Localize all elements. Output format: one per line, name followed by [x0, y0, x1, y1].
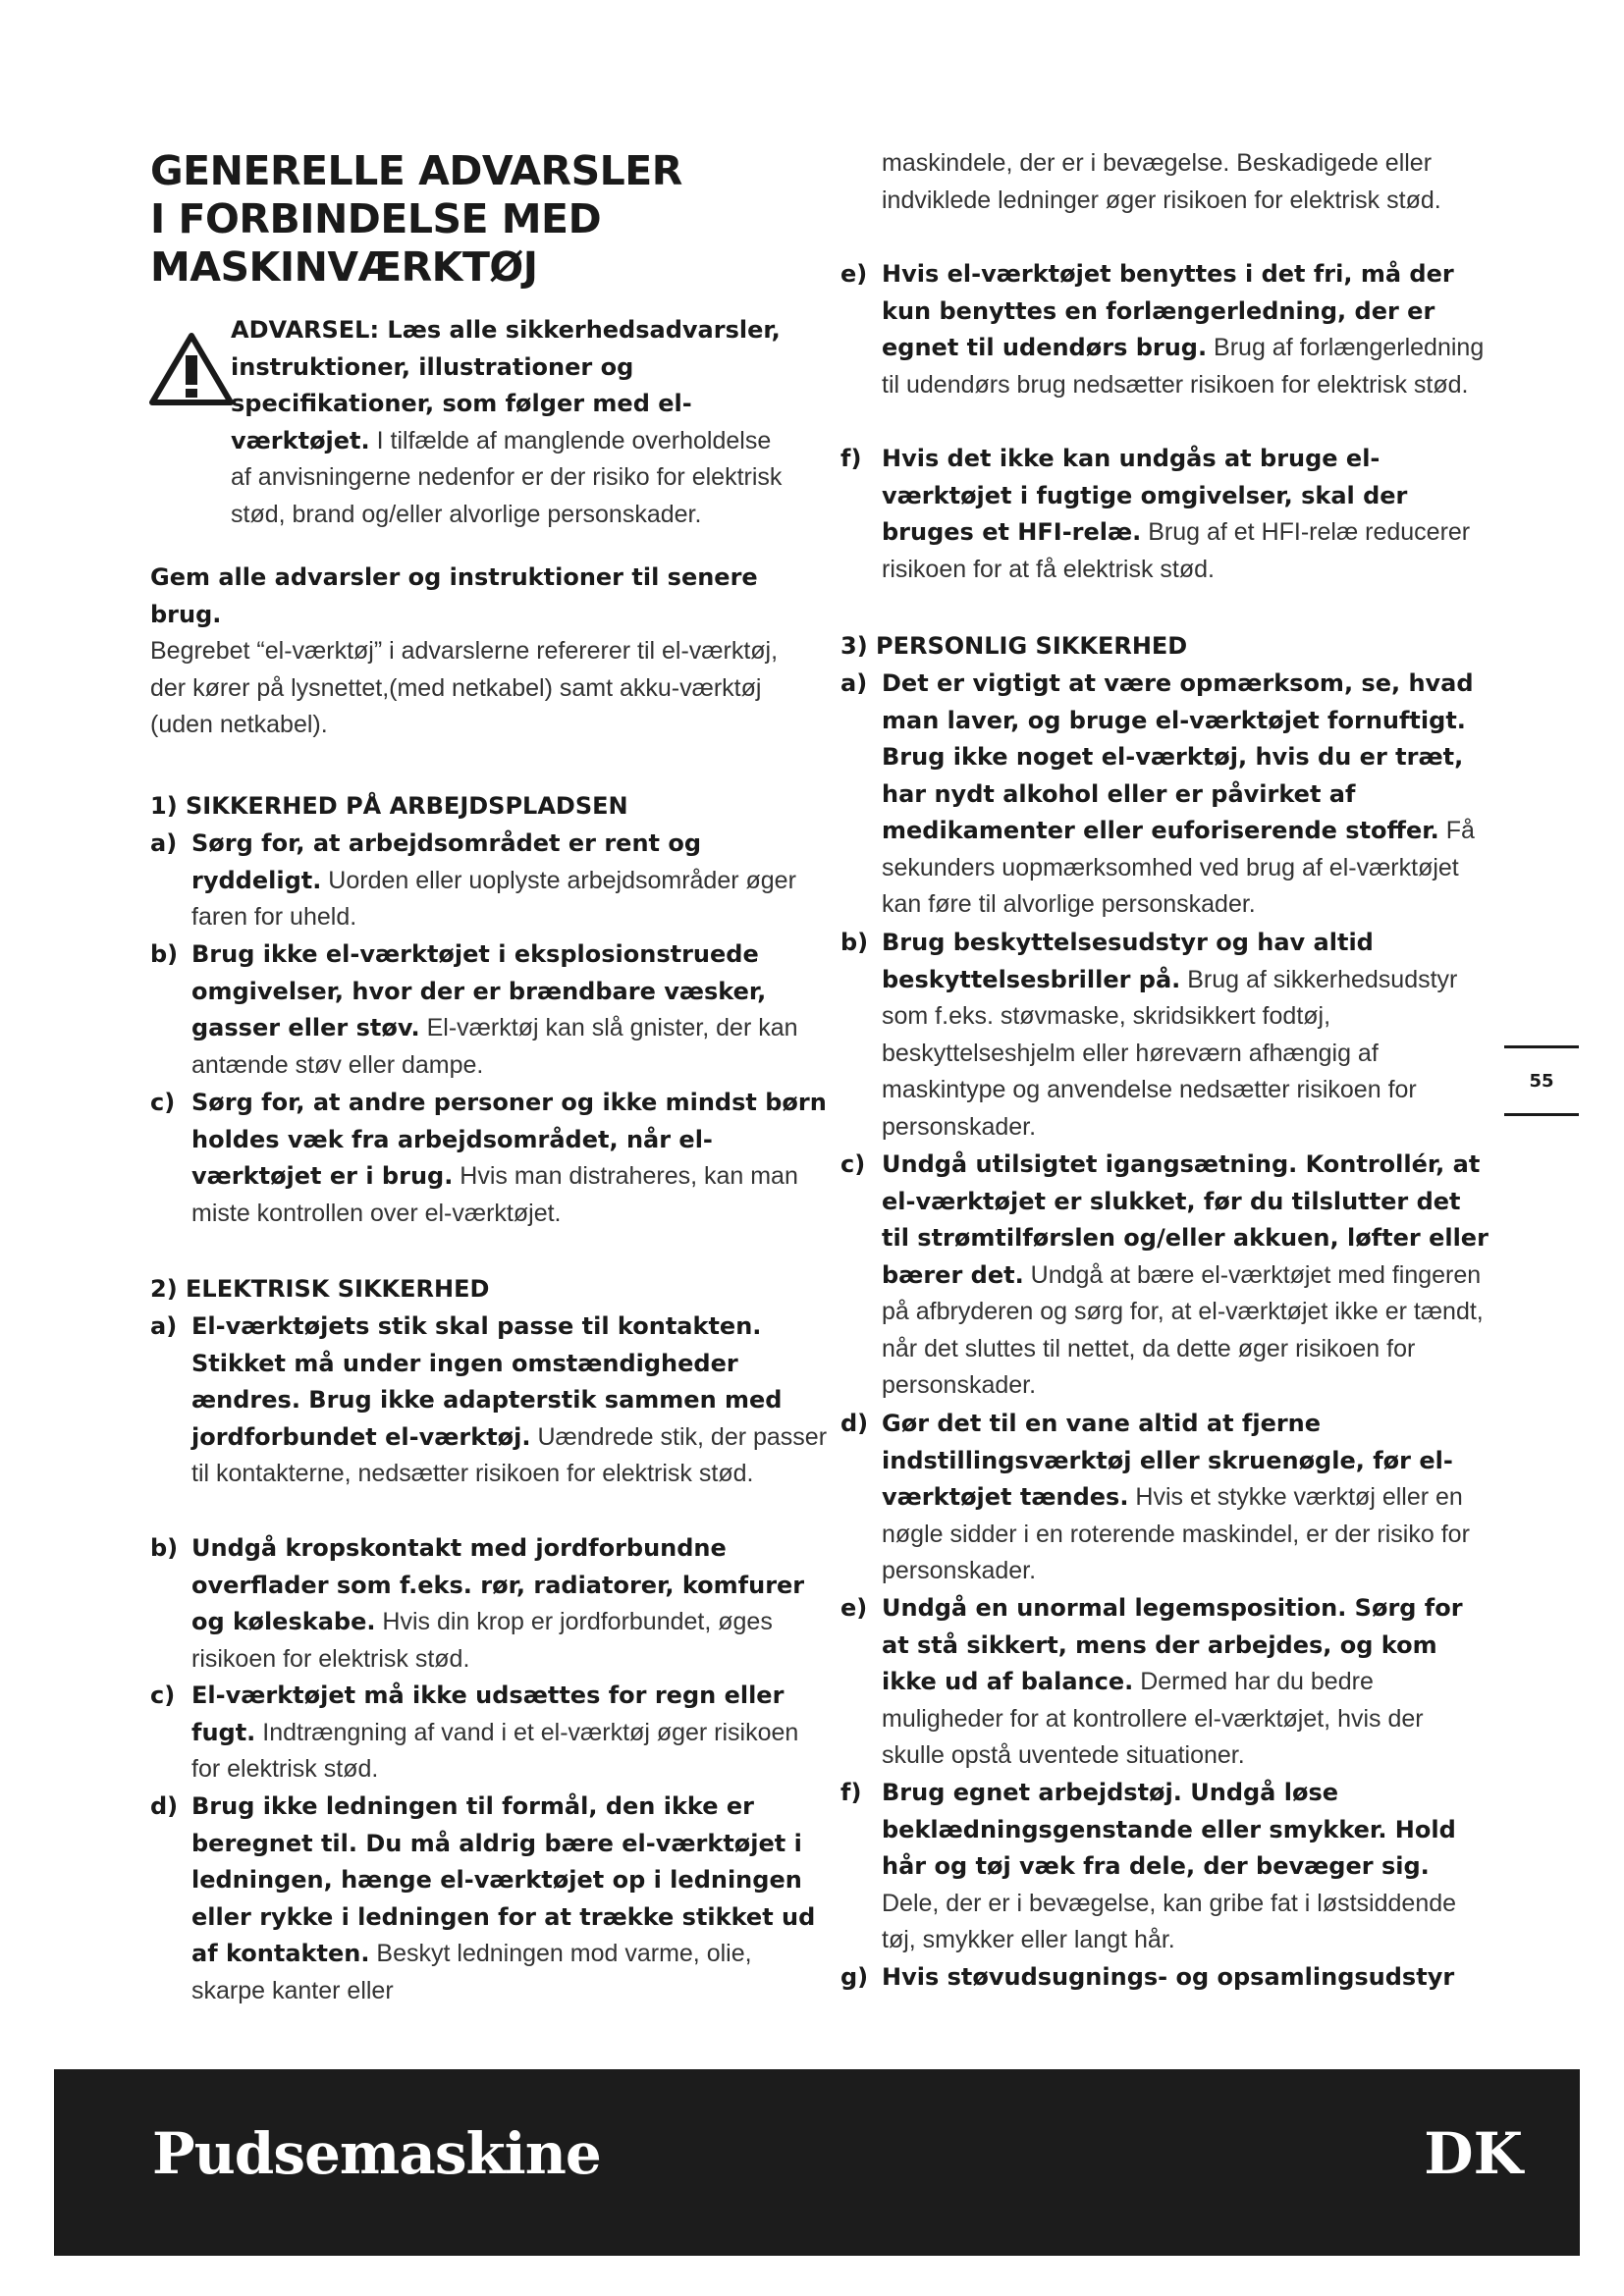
- warning-lead: ADVARSEL: Læs alle sikkerhedsadvarsler, instruktioner, illustrationer og specifikationer, som følger med el-værktøjet.: [231, 316, 781, 454]
- item-letter: b): [150, 940, 179, 968]
- footer-title: Pudsemaskine: [152, 2120, 601, 2187]
- continuation-body: maskindele, der er i bevægelse. Beskadigede eller indviklede ledninger øger risikoen for elektrisk stød.: [882, 149, 1441, 214]
- item-bold: Hvis el-værktøjet benyttes i det fri, må der kun benyttes en forlængerledning, der er egnet til udendørs brug.: [882, 260, 1454, 361]
- page-number: 55: [1504, 1045, 1579, 1116]
- item-letter: b): [840, 929, 869, 956]
- item-letter: c): [150, 1089, 176, 1116]
- item-text: Indtrængning af vand i et el-værktøj øger risikoen for elektrisk stød.: [191, 1718, 799, 1783]
- item-text: Undgå at bære el-værktøjet med fingeren på afbryderen og sørg for, at el-værktøjet ikke er tændt, når det sluttes til nettet, da dette øger risikoen for personskader.: [882, 1260, 1484, 1399]
- save-instructions: [150, 560, 798, 744]
- section-2-item-b: [150, 1530, 828, 1678]
- warning-block: [150, 312, 798, 533]
- section-2-item-a: [150, 1308, 828, 1493]
- item-bold: Hvis det ikke kan undgås at bruge el-værktøjet i fugtige omgivelser, skal der bruges et HFI-relæ.: [882, 445, 1408, 546]
- item-bold: El-værktøjets stik skal passe til kontakten. Stikket må under ingen omstændigheder ændres. Brug ikke adapterstik sammen med jordforbundet el-værktøj.: [191, 1312, 783, 1451]
- item-text: Brug af et HFI-relæ reducerer risikoen for at få elektrisk stød.: [882, 518, 1471, 583]
- item-text: Få sekunders uopmærksomhed ved brug af el-værktøjet kan føre til alvorlige personskader.: [882, 817, 1475, 918]
- section-3-heading: 3) PERSONLIG SIKKERHED: [840, 632, 1188, 660]
- section-2-heading: 2) ELEKTRISK SIKKERHED: [150, 1275, 490, 1303]
- item-bold: Undgå kropskontakt med jordforbundne overflader som f.eks. rør, radiatorer, komfurer og køleskabe.: [191, 1534, 805, 1635]
- item-bold: Brug ikke el-værktøjet i eksplosionstruede omgivelser, hvor der er brændbare væsker, gasser eller støv.: [191, 940, 767, 1041]
- item-letter: g): [840, 1963, 869, 1991]
- item-text: Hvis et stykke værktøj eller en nøgle sidder i en roterende maskindel, er der risiko for personskader.: [882, 1483, 1470, 1584]
- item-text: Brug af forlængerledning til udendørs brug nedsætter risikoen for elektrisk stød.: [882, 334, 1485, 399]
- section-1-item-c: [150, 1085, 828, 1232]
- item-text: Brug af sikkerhedsudstyr som f.eks. støvmaske, skridsikkert fodtøj, beskyttelseshjelm eller høreværn afhængig af maskintype og anvendelse nedsætter risikoen for personskader.: [882, 965, 1458, 1141]
- continuation-text: [882, 145, 1490, 219]
- section-3-item-c: [840, 1147, 1489, 1405]
- item-letter: a): [150, 829, 178, 857]
- item-bold: Sørg for, at andre personer og ikke mindst børn holdes væk fra arbejdsområdet, når el-værktøjet er i brug.: [191, 1089, 827, 1190]
- item-letter: b): [150, 1534, 179, 1562]
- item-letter: a): [150, 1312, 178, 1340]
- section-1-item-b: [150, 936, 828, 1084]
- footer-language-code: DK: [1424, 2120, 1523, 2187]
- item-text: Uorden eller uoplyste arbejdsområder øger faren for uheld.: [191, 866, 796, 931]
- item-bold: Gør det til en vane altid at fjerne indstillingsværktøj eller skruenøgle, før el-værktøjet tændes.: [882, 1410, 1453, 1511]
- section-3-item-f: [840, 1775, 1489, 1959]
- section-3-item-a: [840, 666, 1489, 924]
- item-text: Dele, der er i bevægelse, kan gribe fat i løstsiddende tøj, smykker eller langt hår.: [882, 1889, 1457, 1953]
- item-text: Beskyt ledningen mod varme, olie, skarpe kanter eller: [191, 1940, 752, 2004]
- section-2-item-e: [840, 256, 1489, 403]
- section-3-item-g: [840, 1959, 1489, 1997]
- save-instructions-text: Begrebet “el-værktøj” i advarslerne refererer til el-værktøj, der kører på lysnettet,(med netkabel) samt akku-værktøj (uden netkabel).: [150, 637, 779, 738]
- item-bold: Det er vigtigt at være opmærksom, se, hvad man laver, og bruge el-værktøjet fornuftigt. Brug ikke noget el-værktøj, hvis du er træt, har nydt alkohol eller er påvirket af medikamenter eller euforiserende stoffer.: [882, 669, 1474, 844]
- item-text: El-værktøj kan slå gnister, der kan antænde støv eller dampe.: [191, 1014, 798, 1079]
- section-1-item-a: [150, 826, 828, 936]
- item-letter: d): [840, 1410, 869, 1437]
- warning-text: I tilfælde af manglende overholdelse af anvisningerne nedenfor er der risiko for elektrisk stød, brand og/eller alvorlige personskader.: [231, 426, 783, 528]
- item-bold: Brug ikke ledningen til formål, den ikke er beregnet til. Du må aldrig bære el-værktøjet i ledningen, hænge el-værktøjet op i ledningen eller rykke i ledningen for at trække stikket ud af kontakten.: [191, 1792, 816, 1967]
- item-text: Uændrede stik, der passer til kontakterne, nedsætter risikoen for elektrisk stød.: [191, 1422, 828, 1487]
- item-bold: Undgå en unormal legemsposition. Sørg for at stå sikkert, mens der arbejdes, og kom ikke ud af balance.: [882, 1594, 1463, 1695]
- item-letter: e): [840, 260, 868, 288]
- item-bold: Brug egnet arbejdstøj. Undgå løse beklædningsgenstande eller smykker. Hold hår og tøj væk fra dele, der bevæger sig.: [882, 1779, 1456, 1880]
- item-text: Hvis din krop er jordforbundet, øges risikoen for elektrisk stød.: [191, 1608, 773, 1673]
- section-2-item-f: [840, 441, 1489, 588]
- item-letter: c): [840, 1150, 866, 1178]
- section-1-heading: 1) SIKKERHED PÅ ARBEJDSPLADSEN: [150, 792, 628, 820]
- item-bold: El-værktøjet må ikke udsættes for regn eller fugt.: [191, 1682, 785, 1746]
- item-letter: c): [150, 1682, 176, 1709]
- item-bold: Undgå utilsigtet igangsætning. Kontrollér, at el-værktøjet er slukket, før du tilslutter det til strømtilførslen og/eller akkuen, løfter eller bærer det.: [882, 1150, 1489, 1289]
- item-letter: d): [150, 1792, 179, 1820]
- item-text: Hvis man distraheres, kan man miste kontrollen over el-værktøjet.: [191, 1162, 798, 1227]
- item-text: Dermed har du bedre muligheder for at kontrollere el-værktøjet, hvis der skulle opstå uventede situationer.: [882, 1668, 1424, 1769]
- section-2-item-c: [150, 1678, 828, 1789]
- item-bold: Sørg for, at arbejdsområdet er rent og ryddeligt.: [191, 829, 702, 894]
- item-letter: f): [840, 1779, 862, 1806]
- footer-band: [54, 2069, 1580, 2256]
- section-3-item-d: [840, 1406, 1489, 1590]
- section-2-item-d: [150, 1789, 828, 2009]
- item-letter: f): [840, 445, 862, 472]
- item-letter: e): [840, 1594, 868, 1622]
- section-3-item-b: [840, 925, 1489, 1146]
- warning-triangle-icon: [148, 332, 235, 406]
- save-instructions-bold: Gem alle advarsler og instruktioner til senere brug.: [150, 563, 758, 628]
- page-title: GENERELLE ADVARSLER I FORBINDELSE MED MASKINVÆRKTØJ: [150, 147, 682, 291]
- item-bold: Brug beskyttelsesudstyr og hav altid beskyttelsesbriller på.: [882, 929, 1374, 993]
- item-letter: a): [840, 669, 868, 697]
- section-3-item-e: [840, 1590, 1489, 1775]
- item-bold: Hvis støvudsugnings- og opsamlingsudstyr: [882, 1963, 1455, 1991]
